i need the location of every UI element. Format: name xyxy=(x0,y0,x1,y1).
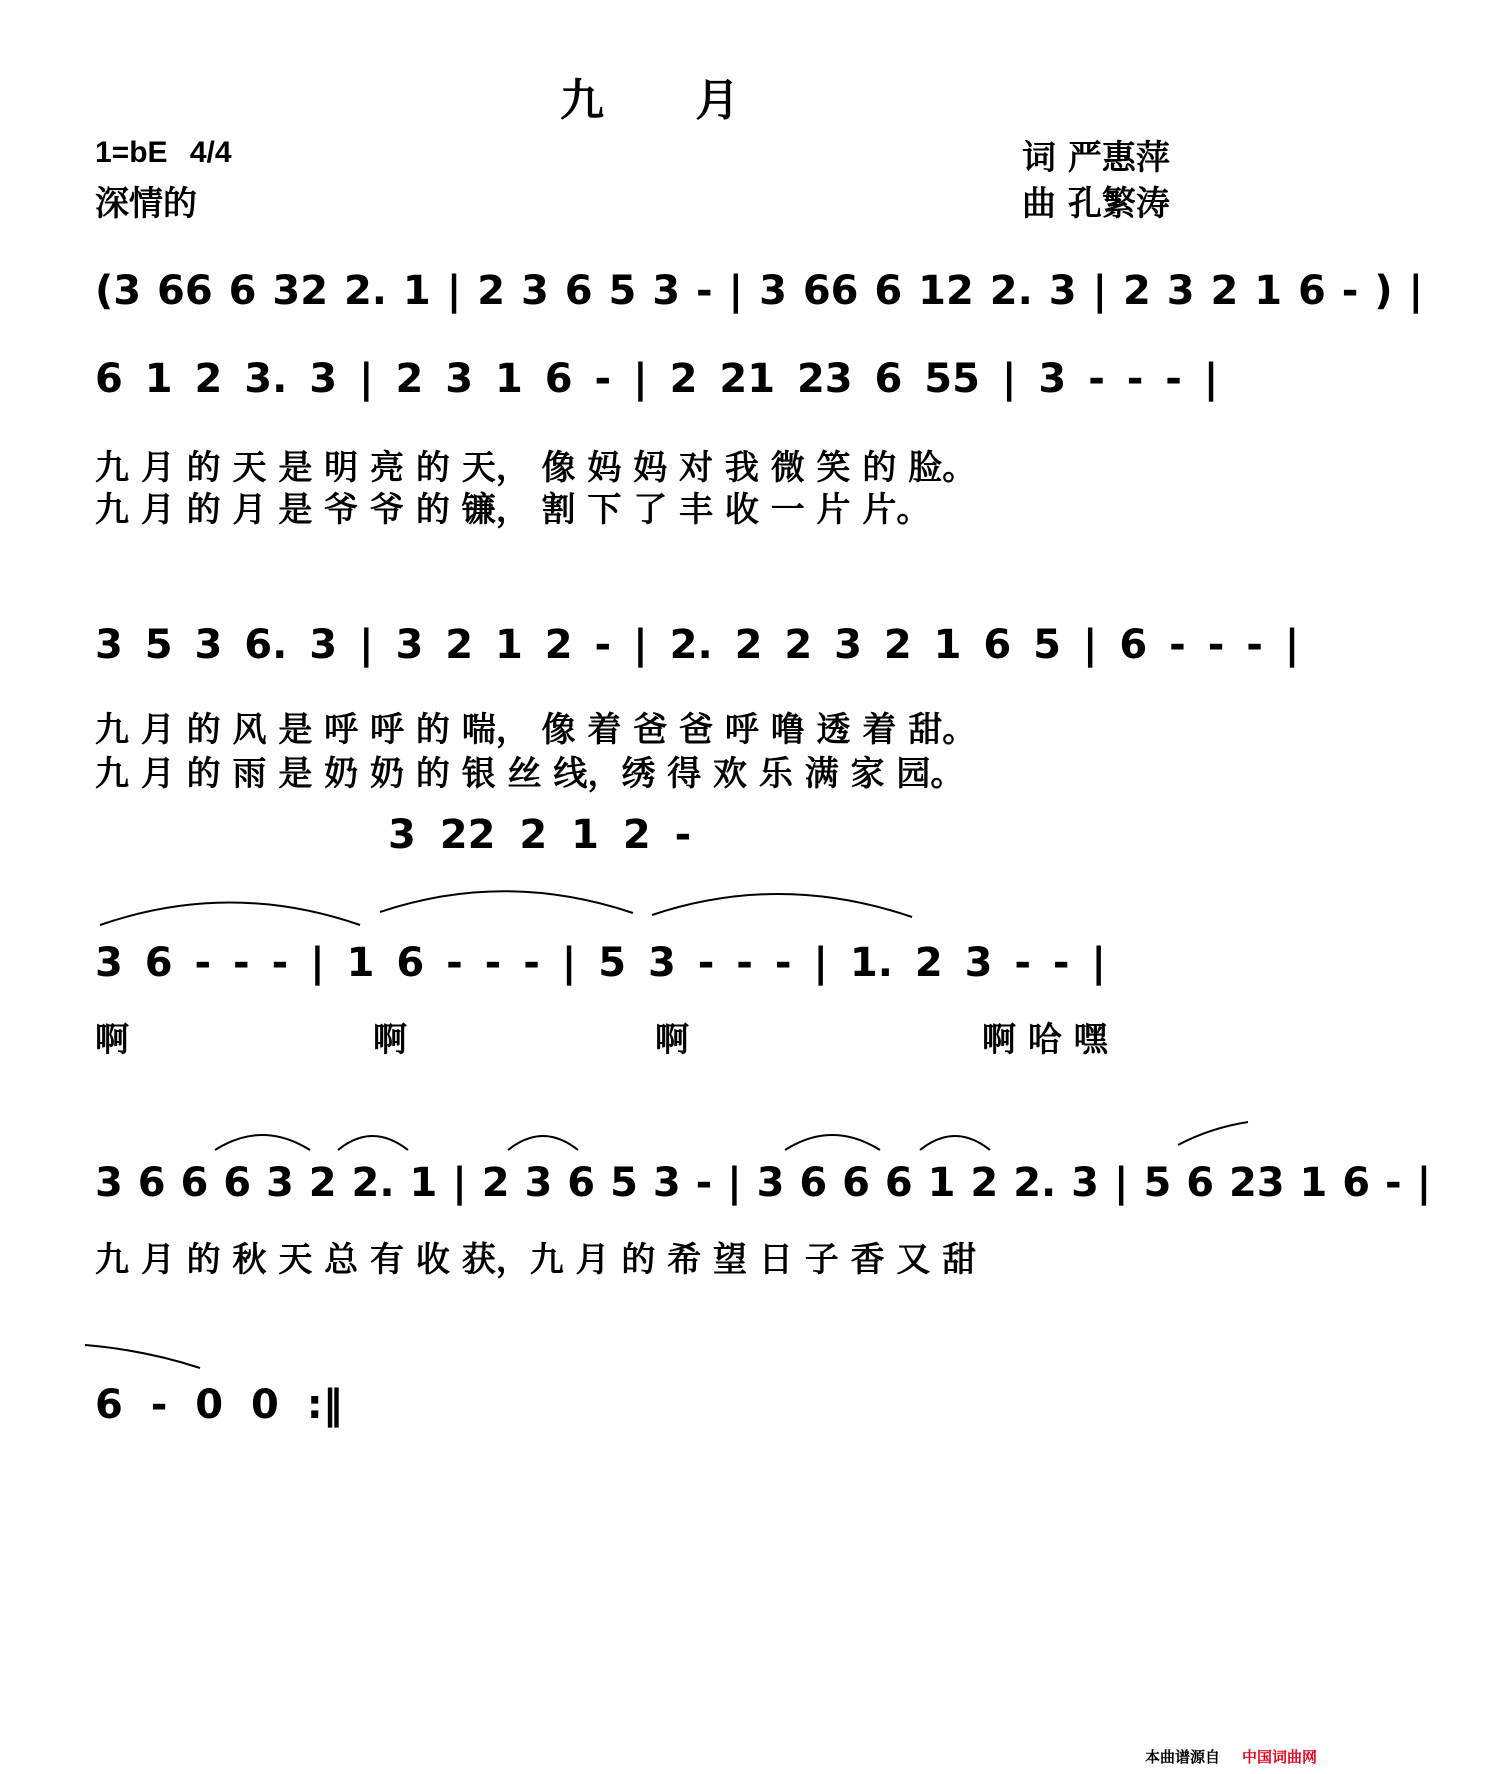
key-meter: 1=bE 4/4 xyxy=(95,136,232,169)
lyricist-credit: 词 严惠萍 xyxy=(1022,138,1170,178)
notation-line-2: 6 1 2 3. 3 | 2 3 1 6 - | 2 21 23 6 55 | 3 - - - | xyxy=(95,356,1219,402)
footer-source: 本曲谱源自 xyxy=(1145,1748,1221,1766)
lyrics-line-5: 九 月 的 秋 天 总 有 收 获，九 月 的 希 望 日 子 香 又 甜 xyxy=(95,1240,977,1280)
slur xyxy=(100,903,360,926)
slur xyxy=(338,1136,408,1150)
expression-mark: 深情的 xyxy=(95,184,197,224)
lyrics-line-4-a1: 啊 xyxy=(95,1020,129,1060)
notation-variant: 3 22 2 1 2 - xyxy=(388,812,692,858)
slur xyxy=(85,1345,200,1368)
lyrics-line-2-verse-2: 九 月 的 月 是 爷 爷 的 镰， 割 下 了 丰 收 一 片 片。 xyxy=(95,490,931,530)
lyrics-line-4-a4: 啊 哈 嘿 xyxy=(982,1020,1108,1060)
slur xyxy=(920,1136,990,1150)
slur xyxy=(785,1135,880,1150)
slur xyxy=(1178,1122,1248,1145)
slur xyxy=(508,1136,578,1150)
lyrics-line-2-verse-1: 九 月 的 天 是 明 亮 的 天， 像 妈 妈 对 我 微 笑 的 脸。 xyxy=(95,448,977,488)
composer-credit: 曲 孔繁涛 xyxy=(1022,184,1170,224)
slur xyxy=(652,894,912,917)
lyrics-line-3-verse-1: 九 月 的 风 是 呼 呼 的 喘， 像 着 爸 爸 呼 噜 透 着 甜。 xyxy=(95,710,977,750)
lyrics-line-4-a3: 啊 xyxy=(655,1020,689,1060)
notation-line-6: 6 - 0 0 :‖ xyxy=(95,1382,343,1428)
footer-site-link[interactable]: 中国词曲网 xyxy=(1242,1748,1318,1766)
slur xyxy=(380,891,633,913)
notation-line-3: 3 5 3 6. 3 | 3 2 1 2 - | 2. 2 2 3 2 1 6 5 | 6 - - - | xyxy=(95,622,1300,668)
slur xyxy=(215,1135,310,1150)
notation-line-5: 3 6 6 6 3 2 2. 1 | 2 3 6 5 3 - | 3 6 6 6 1 2 2. 3 | 5 6 23 1 6 - | xyxy=(95,1160,1432,1206)
notation-line-1: (3 66 6 32 2. 1 | 2 3 6 5 3 - | 3 66 6 12 2. 3 | 2 3 2 1 6 - ) | xyxy=(95,268,1424,314)
lyrics-line-4-a2: 啊 xyxy=(373,1020,407,1060)
song-title: 九 月 xyxy=(560,75,778,126)
notation-line-4: 3 6 - - - | 1 6 - - - | 5 3 - - - | 1. 2 3 - - | xyxy=(95,940,1107,986)
lyrics-line-3-verse-2: 九 月 的 雨 是 奶 奶 的 银 丝 线，绣 得 欢 乐 满 家 园。 xyxy=(95,754,965,794)
